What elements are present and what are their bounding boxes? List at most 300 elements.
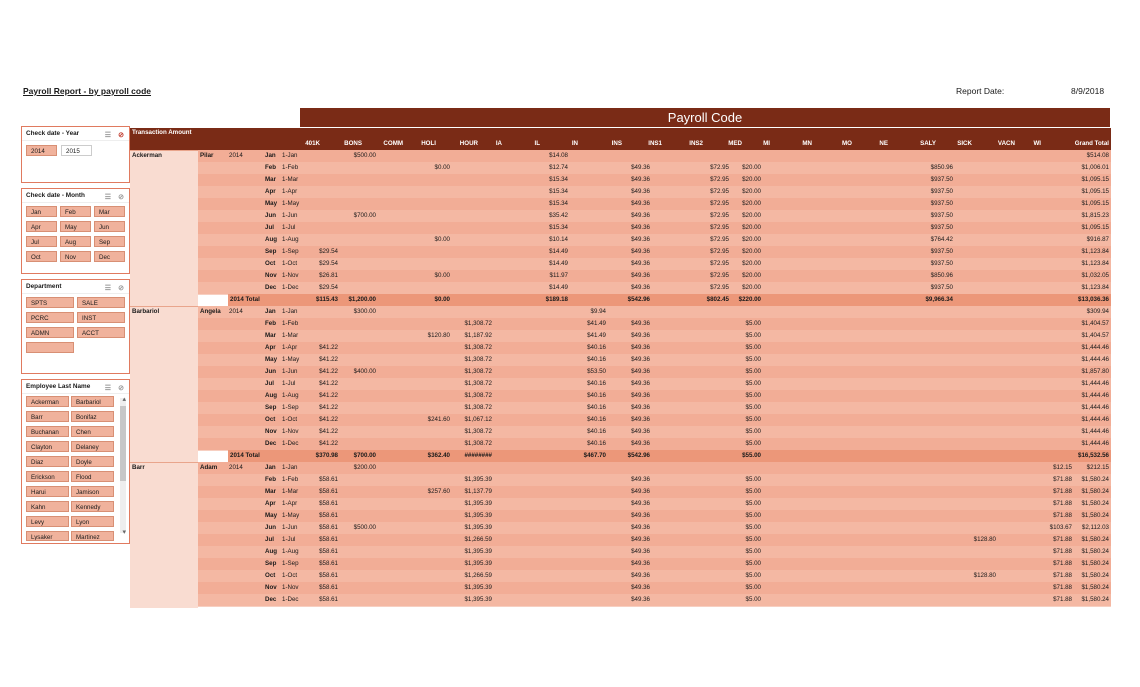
month-value: Jul (265, 224, 274, 231)
cell-saly: $850.96 (930, 164, 953, 171)
slicer-item[interactable]: Lysaker (26, 531, 69, 541)
cell-saly: $937.50 (930, 200, 953, 207)
date-value: 1-Dec (282, 284, 299, 291)
slicer-item[interactable] (26, 342, 74, 353)
cell-ins: $49.36 (631, 512, 650, 519)
cell-hour: $1,308.72 (464, 428, 492, 435)
cell-sick: $128.80 (973, 572, 996, 579)
cell-ins: $49.36 (631, 344, 650, 351)
slicer-item[interactable]: 2015 (61, 145, 92, 156)
slicer-item[interactable]: Jamison (71, 486, 114, 497)
slicer-check-date-month[interactable] (21, 188, 130, 274)
date-value: 1-Sep (282, 560, 299, 567)
month-value: Nov (265, 584, 277, 591)
cell-gt: $1,123.84 (1081, 248, 1109, 255)
month-value: Apr (265, 500, 276, 507)
cell-401k: $41.22 (319, 380, 338, 387)
date-value: 1-Jun (282, 368, 298, 375)
slicer-item[interactable]: ACCT (77, 327, 125, 338)
clear-filter-icon[interactable]: ⊘ (118, 132, 124, 139)
cell-holi: $0.00 (434, 236, 450, 243)
cell-il: $14.08 (549, 152, 568, 159)
cell-med: $5.00 (745, 356, 761, 363)
cell-saly: $937.50 (930, 248, 953, 255)
cell-ins: $49.36 (631, 596, 650, 603)
cell-bons: $300.00 (353, 308, 376, 315)
date-value: 1-Jun (282, 524, 298, 531)
slicer-item[interactable]: Clayton (26, 441, 69, 452)
slicer-item[interactable]: Jul (26, 236, 57, 247)
date-value: 1-Nov (282, 272, 299, 279)
slicer-item[interactable]: Kahn (26, 501, 69, 512)
cell-401k: $58.61 (319, 548, 338, 555)
year-total-label: 2014 Total (230, 452, 260, 459)
slicer-item[interactable]: Lyon (71, 516, 114, 527)
cell-gt: $1,006.01 (1081, 164, 1109, 171)
slicer-item[interactable]: Jan (26, 206, 57, 217)
column-header-ins: INS (611, 140, 622, 147)
date-value: 1-May (282, 356, 300, 363)
column-header-med: MED (728, 140, 742, 147)
cell-wi: $71.88 (1053, 488, 1072, 495)
cell-wi: $71.88 (1053, 476, 1072, 483)
cell-in: $40.16 (587, 392, 606, 399)
cell-gt: $212.15 (1086, 464, 1109, 471)
cell-bons: $500.00 (353, 152, 376, 159)
cell-med: $5.00 (745, 596, 761, 603)
month-value: Jun (265, 212, 277, 219)
cell-saly: $764.42 (930, 236, 953, 243)
cell-401k: $41.22 (319, 344, 338, 351)
month-value: Jun (265, 524, 277, 531)
cell-ins2: $72.95 (710, 188, 729, 195)
month-value: Apr (265, 344, 276, 351)
slicer-item[interactable]: Bonifaz (71, 411, 114, 422)
cell-bons: $500.00 (353, 524, 376, 531)
slicer-item[interactable]: PCRC (26, 312, 74, 323)
cell-gt: $1,580.24 (1081, 476, 1109, 483)
cell-ins2: $72.95 (710, 176, 729, 183)
cell-med: $20.00 (742, 224, 761, 231)
cell-in: $40.16 (587, 356, 606, 363)
cell-saly: $937.50 (930, 224, 953, 231)
date-value: 1-Mar (282, 176, 299, 183)
month-value: Feb (265, 164, 277, 171)
month-value: Jul (265, 536, 274, 543)
cell-gt: $1,580.24 (1081, 536, 1109, 543)
employee-separator (130, 150, 200, 151)
month-value: Mar (265, 176, 277, 183)
cell-ins: $49.36 (631, 416, 650, 423)
slicer-check-date-year[interactable] (21, 126, 130, 183)
cell-holi: $257.60 (427, 488, 450, 495)
cell-hour: $1,308.72 (464, 380, 492, 387)
year-value: 2014 (229, 464, 243, 471)
cell-il: $14.49 (549, 248, 568, 255)
cell-in: $40.16 (587, 380, 606, 387)
month-value: Feb (265, 476, 277, 483)
month-value: Jan (265, 152, 276, 159)
column-header-401k: 401K (305, 140, 320, 147)
cell-ins2: $802.45 (706, 296, 729, 303)
cell-med: $5.00 (745, 584, 761, 591)
cell-in: $467.70 (583, 452, 606, 459)
cell-ins: $49.36 (631, 572, 650, 579)
employee-last-name: Barbariol (132, 308, 160, 315)
cell-gt: $1,444.46 (1081, 392, 1109, 399)
cell-saly: $937.50 (930, 212, 953, 219)
cell-gt: $1,580.24 (1081, 584, 1109, 591)
cell-gt: $1,404.57 (1081, 332, 1109, 339)
cell-ins: $542.96 (627, 296, 650, 303)
cell-hour: $1,395.39 (464, 512, 492, 519)
cell-med: $5.00 (745, 536, 761, 543)
cell-wi: $71.88 (1053, 536, 1072, 543)
cell-hour: $1,395.39 (464, 584, 492, 591)
employee-last-name: Barr (132, 464, 145, 471)
cell-gt: $1,095.15 (1081, 188, 1109, 195)
cell-ins: $49.36 (631, 356, 650, 363)
cell-hour: $1,395.39 (464, 596, 492, 603)
cell-il: $14.49 (549, 260, 568, 267)
cell-gt: $1,580.24 (1081, 500, 1109, 507)
cell-wi: $71.88 (1053, 572, 1072, 579)
slicer-item[interactable]: May (60, 221, 91, 232)
slicer-item[interactable]: Flood (71, 471, 114, 482)
cell-ins2: $72.95 (710, 200, 729, 207)
cell-il: $11.97 (549, 272, 568, 279)
cell-saly: $9,966.34 (925, 296, 953, 303)
cell-in: $9.94 (590, 308, 606, 315)
multi-select-icon[interactable]: ☰ (104, 132, 111, 139)
date-value: 1-Feb (282, 476, 299, 483)
slicer-item[interactable]: Nov (60, 251, 91, 262)
slicer-item[interactable]: Feb (60, 206, 91, 217)
slicer-employee-last-name[interactable] (21, 379, 130, 544)
cell-401k: $58.61 (319, 500, 338, 507)
cell-med: $5.00 (745, 524, 761, 531)
slicer-scrollbar[interactable] (120, 398, 126, 533)
cell-hour: $1,308.72 (464, 344, 492, 351)
clear-filter-icon[interactable]: ⊘ (118, 285, 124, 292)
cell-ins: $49.36 (631, 380, 650, 387)
month-value: May (265, 512, 278, 519)
cell-gt: $1,444.46 (1081, 356, 1109, 363)
cell-ins: $49.36 (631, 332, 650, 339)
cell-med: $5.00 (745, 320, 761, 327)
slicer-title-text: Employee Last Name (26, 383, 91, 390)
month-value: Jan (265, 308, 276, 315)
slicer-item[interactable]: Levy (26, 516, 69, 527)
cell-med: $5.00 (745, 416, 761, 423)
slicer-item[interactable]: Oct (26, 251, 57, 262)
cell-in: $40.16 (587, 428, 606, 435)
table-row (198, 594, 1111, 607)
pivot-column-header (130, 138, 1111, 150)
cell-401k: $58.61 (319, 536, 338, 543)
cell-in: $40.16 (587, 344, 606, 351)
cell-ins: $49.36 (631, 548, 650, 555)
date-value: 1-Mar (282, 332, 299, 339)
cell-wi: $71.88 (1053, 548, 1072, 555)
month-value: Feb (265, 320, 277, 327)
column-header-mi: MI (763, 140, 770, 147)
cell-wi: $71.88 (1053, 584, 1072, 591)
month-value: Oct (265, 416, 276, 423)
cell-il: $15.34 (549, 176, 568, 183)
cell-med: $5.00 (745, 344, 761, 351)
slicer-item[interactable]: Chen (71, 426, 114, 437)
scroll-up-icon[interactable]: ▴ (122, 396, 126, 403)
date-value: 1-Sep (282, 248, 299, 255)
column-header-holi: HOLI (421, 140, 436, 147)
cell-med: $5.00 (745, 512, 761, 519)
column-header-ins1: INS1 (648, 140, 662, 147)
cell-401k: $41.22 (319, 404, 338, 411)
employee-first-name: Adam (200, 464, 218, 471)
cell-401k: $41.22 (319, 392, 338, 399)
cell-gt: $1,815.23 (1081, 212, 1109, 219)
cell-saly: $937.50 (930, 188, 953, 195)
cell-ins: $49.36 (631, 584, 650, 591)
cell-hour: $1,308.72 (464, 404, 492, 411)
report-date-label: Report Date: (956, 86, 1005, 96)
slicer-title-text: Department (26, 283, 62, 290)
date-value: 1-Apr (282, 188, 298, 195)
cell-ins: $49.36 (631, 536, 650, 543)
date-value: 1-Mar (282, 488, 299, 495)
month-value: May (265, 356, 278, 363)
payroll-code-header: Payroll Code (300, 108, 1110, 127)
multi-select-icon[interactable]: ☰ (104, 385, 111, 392)
month-value: Dec (265, 596, 277, 603)
cell-med: $20.00 (742, 188, 761, 195)
cell-gt: $1,580.24 (1081, 596, 1109, 603)
month-value: Dec (265, 440, 277, 447)
column-header-mo: MO (842, 140, 852, 147)
cell-wi: $71.88 (1053, 512, 1072, 519)
cell-med: $20.00 (742, 200, 761, 207)
cell-hour: $1,187.92 (464, 332, 492, 339)
cell-gt: $1,123.84 (1081, 284, 1109, 291)
cell-med: $20.00 (742, 176, 761, 183)
employee-separator (130, 306, 200, 307)
cell-wi: $12.15 (1053, 464, 1072, 471)
transaction-amount-label: Transaction Amount (132, 129, 192, 136)
cell-il: $15.34 (549, 224, 568, 231)
slicer-item[interactable]: Mar (94, 206, 125, 217)
cell-med: $5.00 (745, 500, 761, 507)
cell-hour: $1,308.72 (464, 320, 492, 327)
cell-in: $41.49 (587, 320, 606, 327)
multi-select-icon[interactable]: ☰ (104, 194, 111, 201)
cell-ins2: $72.95 (710, 260, 729, 267)
cell-holi: $0.00 (434, 164, 450, 171)
month-value: May (265, 200, 278, 207)
slicer-item[interactable]: Barr (26, 411, 69, 422)
cell-med: $20.00 (742, 260, 761, 267)
cell-401k: $58.61 (319, 524, 338, 531)
cell-401k: $58.61 (319, 596, 338, 603)
cell-holi: $362.40 (427, 452, 450, 459)
column-header-sick: SICK (957, 140, 972, 147)
slicer-item[interactable]: SPTS (26, 297, 74, 308)
date-value: 1-Jan (282, 152, 298, 159)
date-value: 1-Aug (282, 392, 299, 399)
slicer-item[interactable]: Delaney (71, 441, 114, 452)
slicer-item[interactable]: Ackerman (26, 396, 69, 407)
cell-med: $5.00 (745, 380, 761, 387)
cell-gt: $1,857.80 (1081, 368, 1109, 375)
slicer-item[interactable]: Sep (94, 236, 125, 247)
cell-ins: $49.36 (631, 236, 650, 243)
cell-ins: $49.36 (631, 392, 650, 399)
date-value: 1-Dec (282, 596, 299, 603)
pivot-row-label-header (130, 128, 1111, 138)
cell-401k: $58.61 (319, 512, 338, 519)
report-date-value: 8/9/2018 (1071, 86, 1105, 96)
cell-ins: $49.36 (631, 404, 650, 411)
cell-med: $20.00 (742, 236, 761, 243)
date-value: 1-Dec (282, 440, 299, 447)
cell-ins: $49.36 (631, 560, 650, 567)
slicer-item[interactable]: Dec (94, 251, 125, 262)
cell-ins: $49.36 (631, 500, 650, 507)
scrollbar-thumb[interactable] (120, 406, 126, 481)
date-value: 1-Jun (282, 212, 298, 219)
cell-401k: $58.61 (319, 476, 338, 483)
cell-saly: $850.96 (930, 272, 953, 279)
cell-bons: $700.00 (353, 452, 376, 459)
cell-ins2: $72.95 (710, 248, 729, 255)
cell-hour: $1,395.39 (464, 524, 492, 531)
cell-il: $15.34 (549, 200, 568, 207)
employee-first-name: Angela (200, 308, 221, 315)
cell-ins: $49.36 (631, 284, 650, 291)
cell-bons: $400.00 (353, 368, 376, 375)
date-value: 1-Oct (282, 572, 298, 579)
cell-401k: $26.81 (319, 272, 338, 279)
cell-med: $5.00 (745, 440, 761, 447)
cell-gt: $1,095.15 (1081, 224, 1109, 231)
cell-med: $5.00 (745, 476, 761, 483)
cell-ins: $49.36 (631, 212, 650, 219)
cell-hour: $1,395.39 (464, 560, 492, 567)
month-value: Jan (265, 464, 276, 471)
date-value: 1-Apr (282, 500, 298, 507)
cell-gt: $1,404.57 (1081, 320, 1109, 327)
cell-med: $5.00 (745, 404, 761, 411)
month-value: Sep (265, 560, 277, 567)
cell-ins: $49.36 (631, 320, 650, 327)
cell-ins: $49.36 (631, 188, 650, 195)
clear-filter-icon[interactable]: ⊘ (118, 385, 124, 392)
cell-ins2: $72.95 (710, 236, 729, 243)
cell-ins: $49.36 (631, 440, 650, 447)
scroll-down-icon[interactable]: ▾ (122, 529, 126, 536)
cell-med: $5.00 (745, 488, 761, 495)
slicer-item[interactable]: INST (77, 312, 125, 323)
cell-ins2: $72.95 (710, 224, 729, 231)
slicer-item[interactable]: Barbariol (71, 396, 114, 407)
column-header-grand-total: Grand Total (1074, 140, 1109, 147)
cell-med: $20.00 (742, 164, 761, 171)
slicer-item[interactable]: Jun (94, 221, 125, 232)
cell-holi: $241.60 (427, 416, 450, 423)
slicer-item[interactable]: Martinez (71, 531, 114, 541)
cell-gt: $309.94 (1086, 308, 1109, 315)
cell-il: $35.42 (549, 212, 568, 219)
cell-bons: $700.00 (353, 212, 376, 219)
cell-gt: $1,580.24 (1081, 512, 1109, 519)
cell-ins: $49.36 (631, 488, 650, 495)
cell-hour: ######## (464, 452, 492, 459)
cell-in: $40.16 (587, 404, 606, 411)
cell-ins: $49.36 (631, 428, 650, 435)
cell-ins: $49.36 (631, 368, 650, 375)
cell-hour: $1,308.72 (464, 392, 492, 399)
cell-ins: $49.36 (631, 476, 650, 483)
employee-separator (130, 462, 200, 463)
slicer-item[interactable]: Buchanan (26, 426, 69, 437)
cell-ins: $49.36 (631, 260, 650, 267)
date-value: 1-Feb (282, 320, 299, 327)
cell-401k: $29.54 (319, 284, 338, 291)
slicer-item[interactable]: SALE (77, 297, 125, 308)
slicer-item[interactable]: Apr (26, 221, 57, 232)
slicer-item[interactable]: Kennedy (71, 501, 114, 512)
slicer-item[interactable]: Aug (60, 236, 91, 247)
slicer-department[interactable] (21, 279, 130, 374)
slicer-item[interactable]: ADMN (26, 327, 74, 338)
cell-ins: $49.36 (631, 200, 650, 207)
cell-med: $5.00 (745, 560, 761, 567)
cell-med: $5.00 (745, 392, 761, 399)
report-title: Payroll Report - by payroll code (23, 86, 152, 96)
cell-in: $53.50 (587, 368, 606, 375)
cell-hour: $1,395.39 (464, 500, 492, 507)
cell-saly: $937.50 (930, 284, 953, 291)
cell-gt: $1,095.15 (1081, 176, 1109, 183)
cell-bons: $1,200.00 (348, 296, 376, 303)
cell-ins2: $72.95 (710, 284, 729, 291)
cell-med: $5.00 (745, 332, 761, 339)
cell-hour: $1,395.39 (464, 548, 492, 555)
multi-select-icon[interactable]: ☰ (104, 285, 111, 292)
column-header-ne: NE (879, 140, 888, 147)
cell-wi: $71.88 (1053, 560, 1072, 567)
slicer-item[interactable]: Harui (26, 486, 69, 497)
cell-401k: $29.54 (319, 248, 338, 255)
cell-hour: $1,266.59 (464, 572, 492, 579)
column-header-wi: WI (1033, 140, 1041, 147)
month-value: Mar (265, 332, 277, 339)
cell-gt: $1,444.46 (1081, 440, 1109, 447)
cell-gt: $916.87 (1086, 236, 1109, 243)
cell-sick: $128.80 (973, 536, 996, 543)
cell-il: $14.49 (549, 284, 568, 291)
cell-gt: $1,444.46 (1081, 416, 1109, 423)
cell-bons: $200.00 (353, 464, 376, 471)
cell-gt: $1,444.46 (1081, 380, 1109, 387)
clear-filter-icon[interactable]: ⊘ (118, 194, 124, 201)
slicer-item[interactable]: Erickson (26, 471, 69, 482)
slicer-item[interactable]: Doyle (71, 456, 114, 467)
slicer-item[interactable]: Diaz (26, 456, 69, 467)
slicer-item[interactable]: 2014 (26, 145, 57, 156)
cell-401k: $58.61 (319, 572, 338, 579)
date-value: 1-Nov (282, 428, 299, 435)
